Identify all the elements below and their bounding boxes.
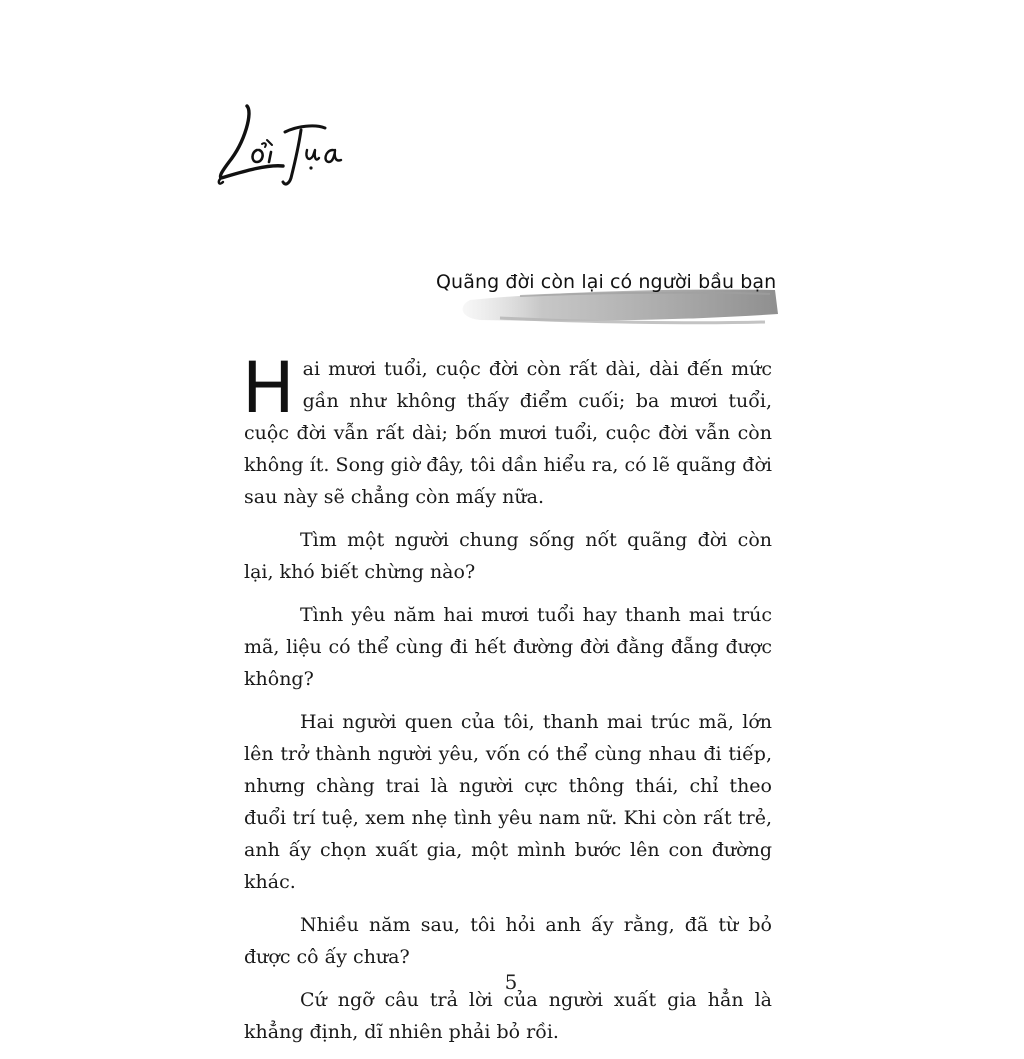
subtitle: Quãng đời còn lại có người bầu bạn: [436, 271, 777, 293]
subtitle-banner: [430, 262, 780, 332]
paragraph: Hai người quen của tôi, thanh mai trúc mã, lớn lên trở thành người yêu, vốn có thể cùng nhau đi tiếp, nhưng chàng trai là người cực thông thái, chỉ theo đuổi trí tuệ, xem nhẹ tình yêu nam nữ. Khi còn rất trẻ, anh ấy chọn xuất gia, một mình bước lên con đường khác.: [244, 711, 772, 893]
drop-cap: H: [242, 347, 295, 429]
paragraph: Nhiều năm sau, tôi hỏi anh ấy rằng, đã từ bỏ được cô ấy chưa?: [244, 914, 772, 968]
paragraph: Cứ ngỡ câu trả lời của người xuất gia hẳn là khẳng định, dĩ nhiên phải bỏ rồi.: [244, 989, 772, 1043]
page-number: 5: [504, 970, 518, 994]
body-text: [242, 347, 772, 1059]
paragraph: Tình yêu năm hai mươi tuổi hay thanh mai trúc mã, liệu có thể cùng đi hết đường đời đằng đẵng được không?: [244, 604, 772, 690]
paragraph: Tìm một người chung sống nốt quãng đời còn lại, khó biết chừng nào?: [244, 529, 772, 583]
paragraph-text: ai mươi tuổi, cuộc đời còn rất dài, dài đến mức gần như không thấy điểm cuối; ba mươi tuổi, cuộc đời vẫn rất dài; bốn mươi tuổi, cuộc đời vẫn còn không ít. Song giờ đây, tôi dần hiểu ra, có lẽ quãng đời sau này sẽ chẳng còn mấy nữa.: [244, 358, 772, 508]
paragraph: [242, 347, 772, 513]
page-margin: [0, 0, 222, 1024]
heading-script-title: [215, 92, 355, 192]
